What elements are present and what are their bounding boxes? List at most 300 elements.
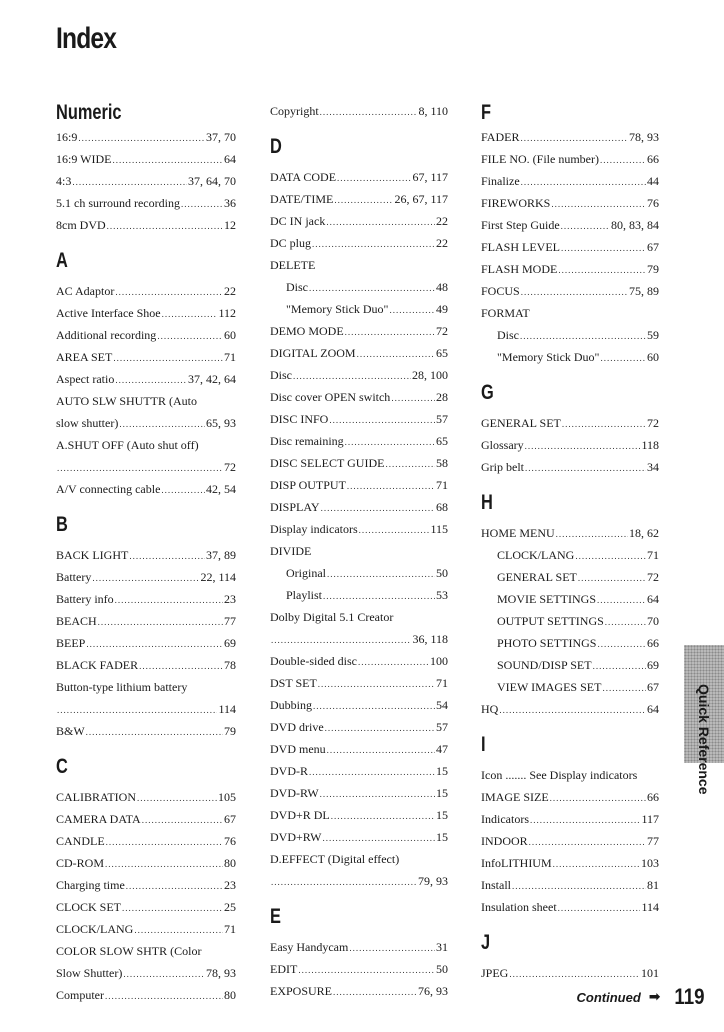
entry-pages: 66 [647, 152, 659, 166]
entry-term: DATE/TIME [270, 192, 334, 206]
entry-term: Finalize [481, 174, 520, 188]
dot-leader [309, 761, 435, 783]
dot-leader [389, 299, 435, 321]
entry-term: GENERAL SET [497, 570, 577, 584]
dot-leader [313, 695, 435, 717]
index-entry-line: A.SHUT OFF (Auto shut off) [56, 438, 199, 452]
entry-pages: 25 [224, 900, 236, 914]
index-entry [481, 874, 659, 896]
continued-arrow-icon: ➡ [648, 989, 661, 1005]
index-entry [56, 324, 236, 346]
dot-leader [391, 387, 435, 409]
entry-pages: 72 [436, 324, 448, 338]
entry-pages: 59 [647, 328, 659, 342]
index-subentry [481, 676, 659, 698]
entry-term: BEACH [56, 614, 97, 628]
section-heading: G [481, 381, 494, 404]
entry-term: EXPOSURE [270, 984, 333, 998]
index-entry [270, 958, 448, 980]
entry-pages: 69 [647, 658, 659, 672]
entry-pages: 67 [647, 680, 659, 694]
entry-term: FIREWORKS [481, 196, 551, 210]
entry-pages: 57 [436, 412, 448, 426]
index-entry [270, 760, 448, 782]
index-entry-line: D.EFFECT (Digital effect) [270, 852, 400, 866]
dot-leader [271, 871, 417, 893]
dot-leader [578, 567, 646, 589]
dot-leader [126, 875, 223, 897]
entry-term: CLOCK/LANG [56, 922, 134, 936]
entry-term: FADER [481, 130, 520, 144]
index-entry [56, 544, 236, 566]
index-column-1 [56, 100, 236, 1006]
index-subentry [270, 298, 448, 320]
dot-leader [499, 699, 646, 721]
entry-term: DVD drive [270, 720, 324, 734]
entry-pages: 37, 70 [206, 130, 236, 144]
entry-pages: 23 [224, 592, 236, 606]
entry-term: IMAGE SIZE [481, 790, 549, 804]
entry-pages: 66 [647, 636, 659, 650]
dot-leader [137, 787, 217, 809]
dot-leader [115, 281, 223, 303]
entry-pages: 117 [641, 812, 659, 826]
entry-term: Indicators [481, 812, 529, 826]
index-entry-line: Button-type lithium battery [56, 680, 188, 694]
index-entry [270, 386, 448, 408]
index-entry-line: DELETE [270, 258, 316, 272]
entry-term: FILE NO. (File number) [481, 152, 599, 166]
index-entry [481, 236, 659, 258]
section-heading: E [270, 905, 281, 928]
dot-leader [357, 343, 435, 365]
entry-term: Dubbing [270, 698, 312, 712]
dot-leader [561, 215, 610, 237]
entry-term: DISPLAY [270, 500, 320, 514]
entry-pages: 114 [218, 702, 236, 716]
dot-leader [115, 369, 187, 391]
dot-leader [139, 655, 223, 677]
dot-leader [129, 545, 205, 567]
entry-term: BACK LIGHT [56, 548, 129, 562]
entry-pages: 65 [436, 434, 448, 448]
entry-pages: 67 [647, 240, 659, 254]
index-entry [481, 830, 659, 852]
entry-term: 16:9 [56, 130, 78, 144]
entry-pages: 80 [224, 988, 236, 1002]
index-entry [270, 188, 448, 210]
entry-term: FLASH MODE [481, 262, 558, 276]
index-entry [270, 474, 448, 496]
index-column-3 [481, 100, 659, 984]
entry-pages: 68 [436, 500, 448, 514]
entry-pages: 37, 64, 70 [188, 174, 236, 188]
index-entry [270, 364, 448, 386]
index-entry [56, 852, 236, 874]
index-entry [481, 698, 659, 720]
entry-pages: 76 [224, 834, 236, 848]
index-entry [56, 412, 236, 434]
index-entry [270, 628, 448, 650]
dot-leader [312, 233, 435, 255]
dot-leader [122, 897, 223, 919]
section-heading: H [481, 491, 493, 514]
index-entry [270, 452, 448, 474]
dot-leader [57, 457, 223, 479]
dot-leader [345, 431, 435, 453]
entry-pages: 64 [647, 592, 659, 606]
entry-term: Disc remaining [270, 434, 344, 448]
entry-term: "Memory Stick Duo" [497, 350, 600, 364]
entry-term: Battery info [56, 592, 114, 606]
dot-leader [325, 717, 435, 739]
entry-term: 4:3 [56, 174, 72, 188]
index-subentry [481, 346, 659, 368]
entry-term: 16:9 WIDE [56, 152, 112, 166]
index-subentry [270, 276, 448, 298]
entry-term: FOCUS [481, 284, 520, 298]
index-entry [56, 170, 236, 192]
index-entry [56, 896, 236, 918]
index-entry [56, 368, 236, 390]
index-entry [270, 342, 448, 364]
dot-leader [112, 149, 223, 171]
dot-leader [525, 457, 646, 479]
entry-pages: 78 [224, 658, 236, 672]
entry-term: Original [286, 566, 326, 580]
dot-leader [512, 875, 646, 897]
entry-term: Slow Shutter) [56, 966, 123, 980]
entry-term: 8cm DVD [56, 218, 106, 232]
entry-pages: 72 [647, 570, 659, 584]
entry-pages: 76, 93 [418, 984, 448, 998]
entry-term: MOVIE SETTINGS [497, 592, 596, 606]
entry-term: Computer [56, 988, 104, 1002]
dot-leader [86, 633, 223, 655]
dot-leader [345, 321, 435, 343]
index-subentry [481, 566, 659, 588]
entry-term: AREA SET [56, 350, 113, 364]
entry-term: AC Adaptor [56, 284, 115, 298]
entry-term: Charging time [56, 878, 125, 892]
entry-pages: 118 [641, 438, 659, 452]
dot-leader [331, 805, 435, 827]
dot-leader [521, 281, 628, 303]
entry-term: Active Interface Shoe [56, 306, 161, 320]
entry-term: Install [481, 878, 511, 892]
index-entry [481, 786, 659, 808]
entry-term: JPEG [481, 966, 509, 980]
entry-term: HQ [481, 702, 499, 716]
index-entry [270, 232, 448, 254]
entry-pages: 53 [436, 588, 448, 602]
entry-term: slow shutter) [56, 416, 119, 430]
index-entry [481, 896, 659, 918]
index-entry [481, 522, 659, 544]
dot-leader [605, 611, 646, 633]
entry-term: VIEW IMAGES SET [497, 680, 602, 694]
index-entry [270, 100, 448, 122]
index-entry-line: Icon ....... See Display indicators [481, 768, 638, 782]
entry-term: CLOCK SET [56, 900, 122, 914]
entry-pages: 72 [647, 416, 659, 430]
index-entry [56, 918, 236, 940]
entry-pages: 115 [430, 522, 448, 536]
entry-pages: 76 [647, 196, 659, 210]
dot-leader [105, 853, 223, 875]
entry-term: Insulation sheet [481, 900, 557, 914]
entry-pages: 114 [641, 900, 659, 914]
dot-leader [593, 655, 646, 677]
entry-pages: 60 [647, 350, 659, 364]
entry-term: DST SET [270, 676, 317, 690]
entry-pages: 80, 83, 84 [611, 218, 659, 232]
index-entry [56, 214, 236, 236]
index-entry [270, 166, 448, 188]
dot-leader [553, 853, 640, 875]
index-entry [481, 148, 659, 170]
index-entry [56, 698, 236, 720]
index-entry [56, 478, 236, 500]
index-entry [270, 716, 448, 738]
dot-leader [98, 611, 223, 633]
section-heading: Numeric [56, 101, 122, 124]
index-subentry [481, 544, 659, 566]
entry-pages: 48 [436, 280, 448, 294]
index-subentry [481, 324, 659, 346]
entry-term: SOUND/DISP SET [497, 658, 592, 672]
entry-pages: 18, 62 [629, 526, 659, 540]
index-entry [270, 694, 448, 716]
entry-pages: 15 [436, 830, 448, 844]
section-heading: I [481, 733, 486, 756]
entry-term: DVD+R DL [270, 808, 330, 822]
entry-pages: 67 [224, 812, 236, 826]
entry-pages: 22, 114 [200, 570, 236, 584]
entry-term: Grip belt [481, 460, 524, 474]
entry-pages: 78, 93 [629, 130, 659, 144]
index-entry [270, 738, 448, 760]
index-entry [270, 210, 448, 232]
index-entry [481, 258, 659, 280]
entry-term: Playlist [286, 588, 323, 602]
entry-pages: 23 [224, 878, 236, 892]
dot-leader [142, 809, 223, 831]
dot-leader [115, 589, 223, 611]
dot-leader [320, 783, 435, 805]
dot-leader [322, 827, 435, 849]
index-entry [56, 984, 236, 1006]
entry-pages: 70 [647, 614, 659, 628]
entry-pages: 64 [647, 702, 659, 716]
entry-pages: 42, 54 [206, 482, 236, 496]
entry-term: DISC SELECT GUIDE [270, 456, 385, 470]
entry-term: B&W [56, 724, 85, 738]
dot-leader [597, 589, 646, 611]
index-entry [270, 826, 448, 848]
dot-leader [78, 127, 205, 149]
index-entry [56, 280, 236, 302]
dot-leader [161, 479, 205, 501]
entry-pages: 15 [436, 786, 448, 800]
dot-leader [293, 365, 411, 387]
index-entry [56, 808, 236, 830]
entry-term: DATA CODE [270, 170, 337, 184]
entry-pages: 36, 118 [412, 632, 448, 646]
entry-pages: 71 [224, 922, 236, 936]
dot-leader [333, 981, 417, 1003]
entry-term: INDOOR [481, 834, 528, 848]
entry-term: Additional recording [56, 328, 157, 342]
entry-pages: 101 [641, 966, 659, 980]
entry-term: PHOTO SETTINGS [497, 636, 597, 650]
dot-leader [530, 809, 640, 831]
index-entry [270, 980, 448, 1002]
entry-term: Display indicators [270, 522, 358, 536]
dot-leader [347, 475, 435, 497]
index-subentry [270, 562, 448, 584]
entry-pages: 28 [436, 390, 448, 404]
entry-term: CALIBRATION [56, 790, 136, 804]
entry-term: BLACK FADER [56, 658, 139, 672]
entry-term: DVD-R [270, 764, 308, 778]
entry-term: InfoLITHIUM [481, 856, 552, 870]
index-entry [270, 518, 448, 540]
index-entry [481, 434, 659, 456]
entry-pages: 15 [436, 808, 448, 822]
dot-leader [86, 721, 223, 743]
index-entry [481, 170, 659, 192]
index-subentry [481, 610, 659, 632]
dot-leader [602, 677, 646, 699]
index-entry [481, 456, 659, 478]
entry-pages: 36 [224, 196, 236, 210]
entry-pages: 81 [647, 878, 659, 892]
index-entry-line: COLOR SLOW SHTR (Color [56, 944, 202, 958]
index-entry [270, 672, 448, 694]
entry-pages: 50 [436, 566, 448, 580]
dot-leader [358, 651, 429, 673]
index-entry [481, 126, 659, 148]
entry-pages: 105 [218, 790, 236, 804]
entry-pages: 67, 117 [412, 170, 448, 184]
entry-term: DEMO MODE [270, 324, 344, 338]
index-entry [270, 496, 448, 518]
entry-term: DISP OUTPUT [270, 478, 346, 492]
index-entry [56, 720, 236, 742]
dot-leader [318, 673, 435, 695]
entry-pages: 37, 89 [206, 548, 236, 562]
dot-leader [92, 567, 199, 589]
entry-term: CAMERA DATA [56, 812, 141, 826]
entry-pages: 79 [647, 262, 659, 276]
dot-leader [157, 325, 223, 347]
entry-pages: 78, 93 [206, 966, 236, 980]
dot-leader [320, 101, 418, 123]
index-entry [56, 786, 236, 808]
index-entry [270, 870, 448, 892]
entry-pages: 77 [647, 834, 659, 848]
entry-term: Easy Handycam [270, 940, 349, 954]
entry-pages: 65 [436, 346, 448, 360]
section-heading: D [270, 135, 282, 158]
index-entry [56, 654, 236, 676]
entry-term: DVD-RW [270, 786, 319, 800]
index-entry [481, 962, 659, 984]
dot-leader [298, 959, 435, 981]
dot-leader [558, 897, 641, 919]
dot-leader [562, 413, 646, 435]
dot-leader [550, 787, 646, 809]
index-entry-line: FORMAT [481, 306, 530, 320]
entry-term: Double-sided disc [270, 654, 357, 668]
dot-leader [349, 937, 435, 959]
entry-pages: 22 [224, 284, 236, 298]
section-heading: F [481, 101, 492, 124]
entry-term: DISC INFO [270, 412, 329, 426]
page-number: 119 [673, 984, 704, 1009]
index-entry [270, 320, 448, 342]
entry-term: "Memory Stick Duo" [286, 302, 389, 316]
dot-leader [119, 413, 205, 435]
dot-leader [327, 563, 435, 585]
index-entry [270, 408, 448, 430]
index-subentry [481, 632, 659, 654]
entry-term: Glossary [481, 438, 524, 452]
dot-leader [162, 303, 218, 325]
dot-leader [600, 347, 646, 369]
dot-leader [337, 167, 411, 189]
dot-leader [561, 237, 646, 259]
index-entry [56, 610, 236, 632]
entry-pages: 69 [224, 636, 236, 650]
entry-pages: 15 [436, 764, 448, 778]
index-entry [56, 456, 236, 478]
index-subentry [481, 654, 659, 676]
entry-term: DVD menu [270, 742, 326, 756]
index-entry [56, 830, 236, 852]
index-entry [481, 852, 659, 874]
entry-term: Disc [270, 368, 292, 382]
entry-term: OUTPUT SETTINGS [497, 614, 604, 628]
dot-leader [575, 545, 646, 567]
entry-term: CLOCK/LANG [497, 548, 575, 562]
entry-term: Disc [497, 328, 519, 342]
entry-term: DVD+RW [270, 830, 322, 844]
index-entry [270, 650, 448, 672]
entry-pages: 22 [436, 214, 448, 228]
entry-term: CANDLE [56, 834, 105, 848]
entry-term: 5.1 ch surround recording [56, 196, 180, 210]
dot-leader [321, 497, 435, 519]
continued-label: Continued [576, 989, 641, 1005]
entry-pages: 79 [224, 724, 236, 738]
entry-term: FLASH LEVEL [481, 240, 560, 254]
entry-pages: 112 [218, 306, 236, 320]
entry-term: A/V connecting cable [56, 482, 161, 496]
index-entry [481, 412, 659, 434]
index-entry [481, 192, 659, 214]
dot-leader [556, 523, 628, 545]
index-entry [56, 566, 236, 588]
side-tab-label-wrap [688, 684, 720, 795]
index-entry [56, 346, 236, 368]
entry-pages: 75, 89 [629, 284, 659, 298]
dot-leader [329, 409, 435, 431]
index-entry [481, 280, 659, 302]
entry-pages: 34 [647, 460, 659, 474]
entry-pages: 100 [430, 654, 448, 668]
